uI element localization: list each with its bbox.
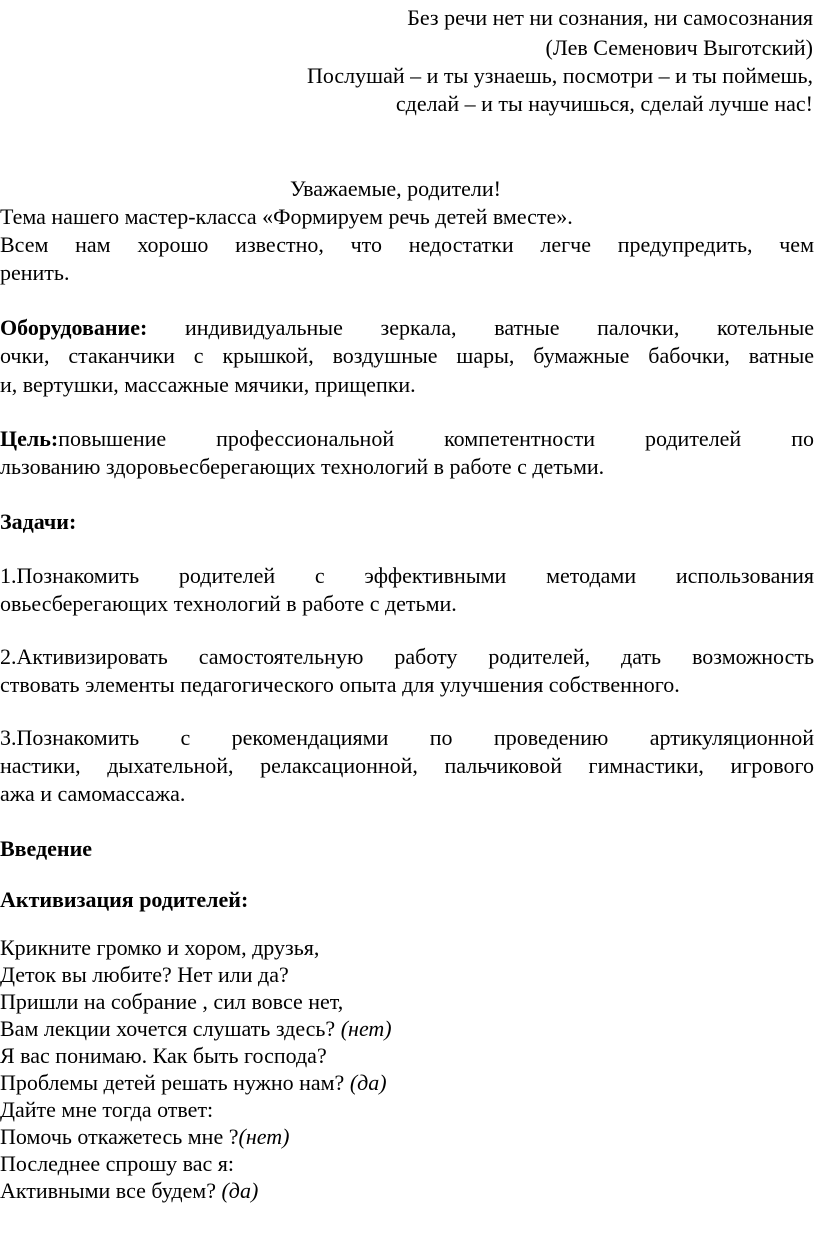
activation-heading-wrap	[0, 886, 248, 914]
goal-line-2: льзованию здоровьесберегающих технологий в работе с детьми.	[0, 454, 605, 479]
poem-line	[0, 988, 343, 1016]
equipment-label: Оборудование:	[0, 315, 148, 340]
activation-heading: Активизация родителей:	[0, 887, 249, 912]
goal-label: Цель:	[0, 426, 59, 451]
introduction-heading-wrap	[0, 835, 92, 863]
goal-line-1	[0, 425, 814, 453]
poem-line	[0, 1015, 392, 1043]
equipment-line-3: и, вертушки, массажные мячики, прищепки.	[0, 372, 416, 397]
task-1-line-1: 1.Познакомить родителей с эффективными методами использования	[0, 563, 814, 588]
poem-text: Крикните громко и хором, друзья,	[0, 935, 320, 960]
poem-text: Дайте мне тогда ответ:	[0, 1097, 214, 1122]
intro-line-1: Всем нам хорошо известно, что недостатки легче предупредить, чем	[0, 232, 814, 257]
poem-line	[0, 1069, 387, 1097]
topic-line: Тема нашего мастер-класса «Формируем речь детей вместе».	[0, 204, 573, 229]
poem-answer: (да)	[221, 1178, 259, 1203]
tasks-heading-wrap	[0, 508, 76, 536]
tasks-heading: Задачи:	[0, 509, 77, 534]
poem-line	[0, 961, 289, 989]
task-2-line-2: ствовать элементы педагогического опыта для улучшения собственного.	[0, 672, 680, 697]
equipment-line-2: очки, стаканчики с крышкой, воздушные шары, бумажные бабочки, ватные	[0, 343, 814, 368]
goal-text-1: повышение профессиональной компетентности родителей по	[58, 426, 814, 451]
introduction-heading: Введение	[0, 836, 93, 861]
poem-line	[0, 1042, 327, 1070]
equipment-text-1: индивидуальные зеркала, ватные палочки, котельные	[184, 315, 814, 340]
poem-line	[0, 934, 319, 962]
poem-text: Помочь откажетесь мне ?	[0, 1124, 239, 1149]
poem-text: Вам лекции хочется слушать здесь?	[0, 1016, 341, 1041]
poem-line	[0, 1177, 258, 1205]
poem-answer: (нет)	[340, 1016, 392, 1041]
poem-line	[0, 1123, 289, 1151]
intro-line-2: ренить.	[0, 260, 70, 285]
poem-answer: (нет)	[238, 1124, 290, 1149]
epigraph-line-4: сделай – и ты научишься, сделай лучше нас!	[395, 91, 813, 116]
epigraph-author: (Лев Семенович Выготский)	[545, 35, 813, 60]
poem-text: Последнее спрошу вас я:	[0, 1151, 234, 1176]
poem-answer: (да)	[349, 1070, 387, 1095]
poem-line	[0, 1150, 234, 1178]
poem-text: Проблемы детей решать нужно нам?	[0, 1070, 350, 1095]
poem-text: Я вас понимаю. Как быть господа?	[0, 1043, 327, 1068]
poem-text: Деток вы любите? Нет или да?	[0, 962, 289, 987]
poem-text: Активными все будем?	[0, 1178, 222, 1203]
equipment-line-1	[0, 314, 814, 342]
epigraph-line-1: Без речи нет ни сознания, ни самосознания	[407, 5, 813, 30]
poem-line	[0, 1096, 213, 1124]
epigraph-line-3: Послушай – и ты узнаешь, посмотри – и ты поймешь,	[306, 63, 813, 88]
task-3-line-3: ажа и самомассажа.	[0, 781, 186, 806]
task-3-line-2: настики, дыхательной, релаксационной, пальчиковой гимнастики, игрового	[0, 753, 814, 778]
task-2-line-1: 2.Активизировать самостоятельную работу родителей, дать возможность	[0, 644, 814, 669]
poem-text: Пришли на собрание , сил вовсе нет,	[0, 989, 344, 1014]
task-3-line-1: 3.Познакомить с рекомендациями по проведению артикуляционной	[0, 725, 814, 750]
greeting: Уважаемые, родители!	[290, 176, 501, 201]
task-1-line-2: овьесберегающих технологий в работе с детьми.	[0, 591, 457, 616]
